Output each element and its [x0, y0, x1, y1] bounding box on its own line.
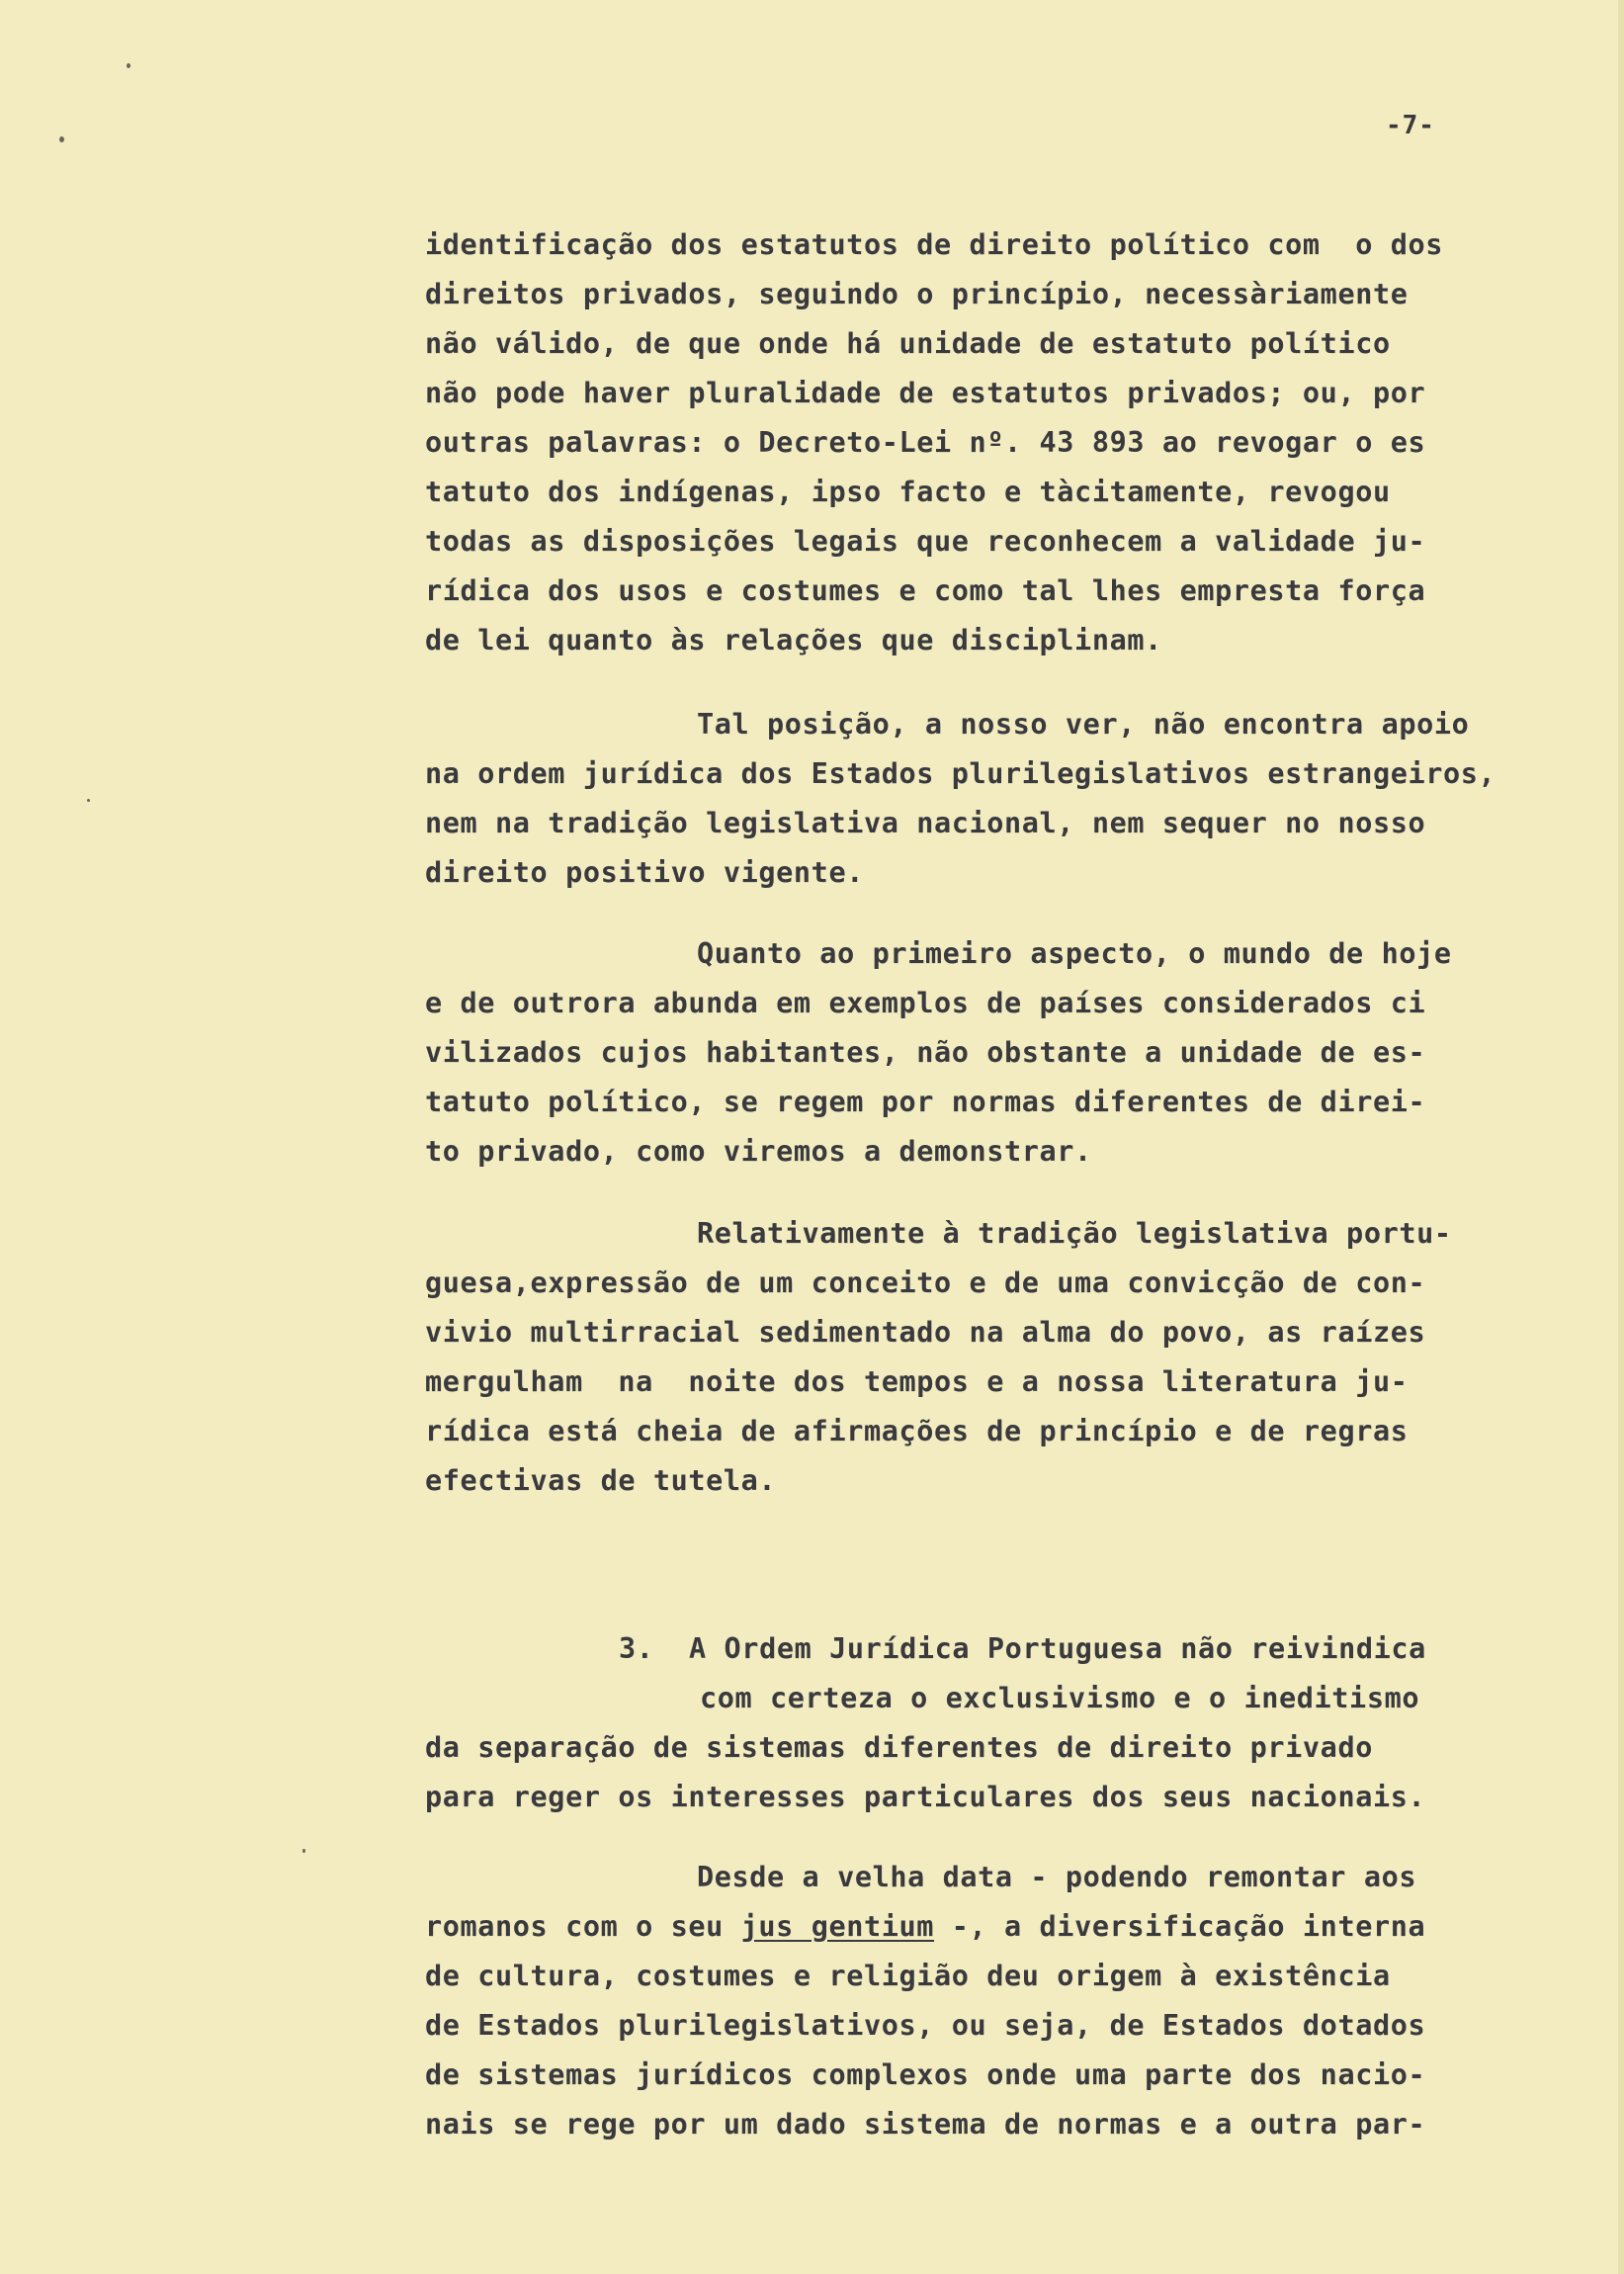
text-line: não válido, de que onde há unidade de estatuto político [425, 327, 1391, 360]
text-line: vilizados cujos habitantes, não obstante a unidade de es- [425, 1036, 1426, 1069]
text-line: de lei quanto às relações que disciplinam. [425, 624, 1162, 656]
text-line: Tal posição, a nosso ver, não encontra apoio [697, 708, 1470, 741]
text-line: direito positivo vigente. [425, 856, 864, 889]
text-line: com certeza o exclusivismo e o ineditismo [700, 1682, 1420, 1714]
paper-edge [1618, 0, 1624, 2274]
text-line: efectivas de tutela. [425, 1464, 777, 1497]
text-line: para reger os interesses particulares dos seus nacionais. [425, 1781, 1426, 1813]
paper-speck [127, 63, 130, 68]
text-line: tatuto político, se regem por normas diferentes de direi- [425, 1086, 1426, 1118]
text-segment: romanos com o seu [425, 1910, 741, 1943]
text-line: de cultura, costumes e religião deu origem à existência [425, 1960, 1391, 1992]
text-line: na ordem jurídica dos Estados plurilegislativos estrangeiros, [425, 757, 1496, 790]
text-line: guesa,expressão de um conceito e de uma convicção de con- [425, 1267, 1426, 1299]
text-line [425, 1902, 1562, 1952]
paragraph-6 [425, 1853, 1562, 2149]
text-line: rídica está cheia de afirmações de princípio e de regras [425, 1415, 1409, 1447]
section-heading: 3. A Ordem Jurídica Portuguesa não reivindica [619, 1632, 1426, 1665]
text-line: direitos privados, seguindo o princípio, necessàriamente [425, 278, 1409, 310]
section-3 [425, 1624, 1562, 1822]
text-line: Relativamente à tradição legislativa portu- [697, 1217, 1452, 1250]
text-line: de Estados plurilegislativos, ou seja, de Estados dotados [425, 2009, 1426, 2042]
paragraph-1 [425, 220, 1562, 665]
text-line: e de outrora abunda em exemplos de países considerados ci [425, 987, 1426, 1019]
text-line: vivio multirracial sedimentado na alma do povo, as raízes [425, 1316, 1426, 1349]
paragraph-3 [425, 929, 1562, 1177]
text-line: tatuto dos indígenas, ipso facto e tàcitamente, revogou [425, 476, 1391, 508]
paragraph-2 [425, 700, 1562, 898]
text-line: Quanto ao primeiro aspecto, o mundo de hoje [697, 937, 1452, 970]
paragraph-4 [425, 1209, 1562, 1506]
text-line: nais se rege por um dado sistema de normas e a outra par- [425, 2108, 1426, 2141]
text-line: outras palavras: o Decreto-Lei nº. 43 893 ao revogar o es [425, 426, 1426, 459]
text-segment: -, a diversificação interna [934, 1910, 1426, 1943]
paper-speck [59, 136, 64, 142]
paper-speck [87, 799, 90, 802]
paper-speck [302, 1849, 305, 1853]
text-line: Desde a velha data - podendo remontar aos [697, 1861, 1417, 1893]
text-line: de sistemas jurídicos complexos onde uma parte dos nacio- [425, 2058, 1426, 2091]
text-line: da separação de sistemas diferentes de direito privado [425, 1731, 1373, 1764]
text-line: não pode haver pluralidade de estatutos privados; ou, por [425, 377, 1426, 409]
text-line: mergulham na noite dos tempos e a nossa literatura ju- [425, 1365, 1409, 1398]
text-line: todas as disposições legais que reconhecem a validade ju- [425, 525, 1426, 558]
text-line: identificação dos estatutos de direito político com o dos [425, 228, 1443, 261]
text-line: rídica dos usos e costumes e como tal lhes empresta força [425, 574, 1426, 607]
text-line: nem na tradição legislativa nacional, nem sequer no nosso [425, 807, 1426, 839]
latin-term: jus gentium [740, 1910, 934, 1943]
text-line: to privado, como viremos a demonstrar. [425, 1135, 1092, 1168]
page-number: -7- [1386, 111, 1435, 140]
